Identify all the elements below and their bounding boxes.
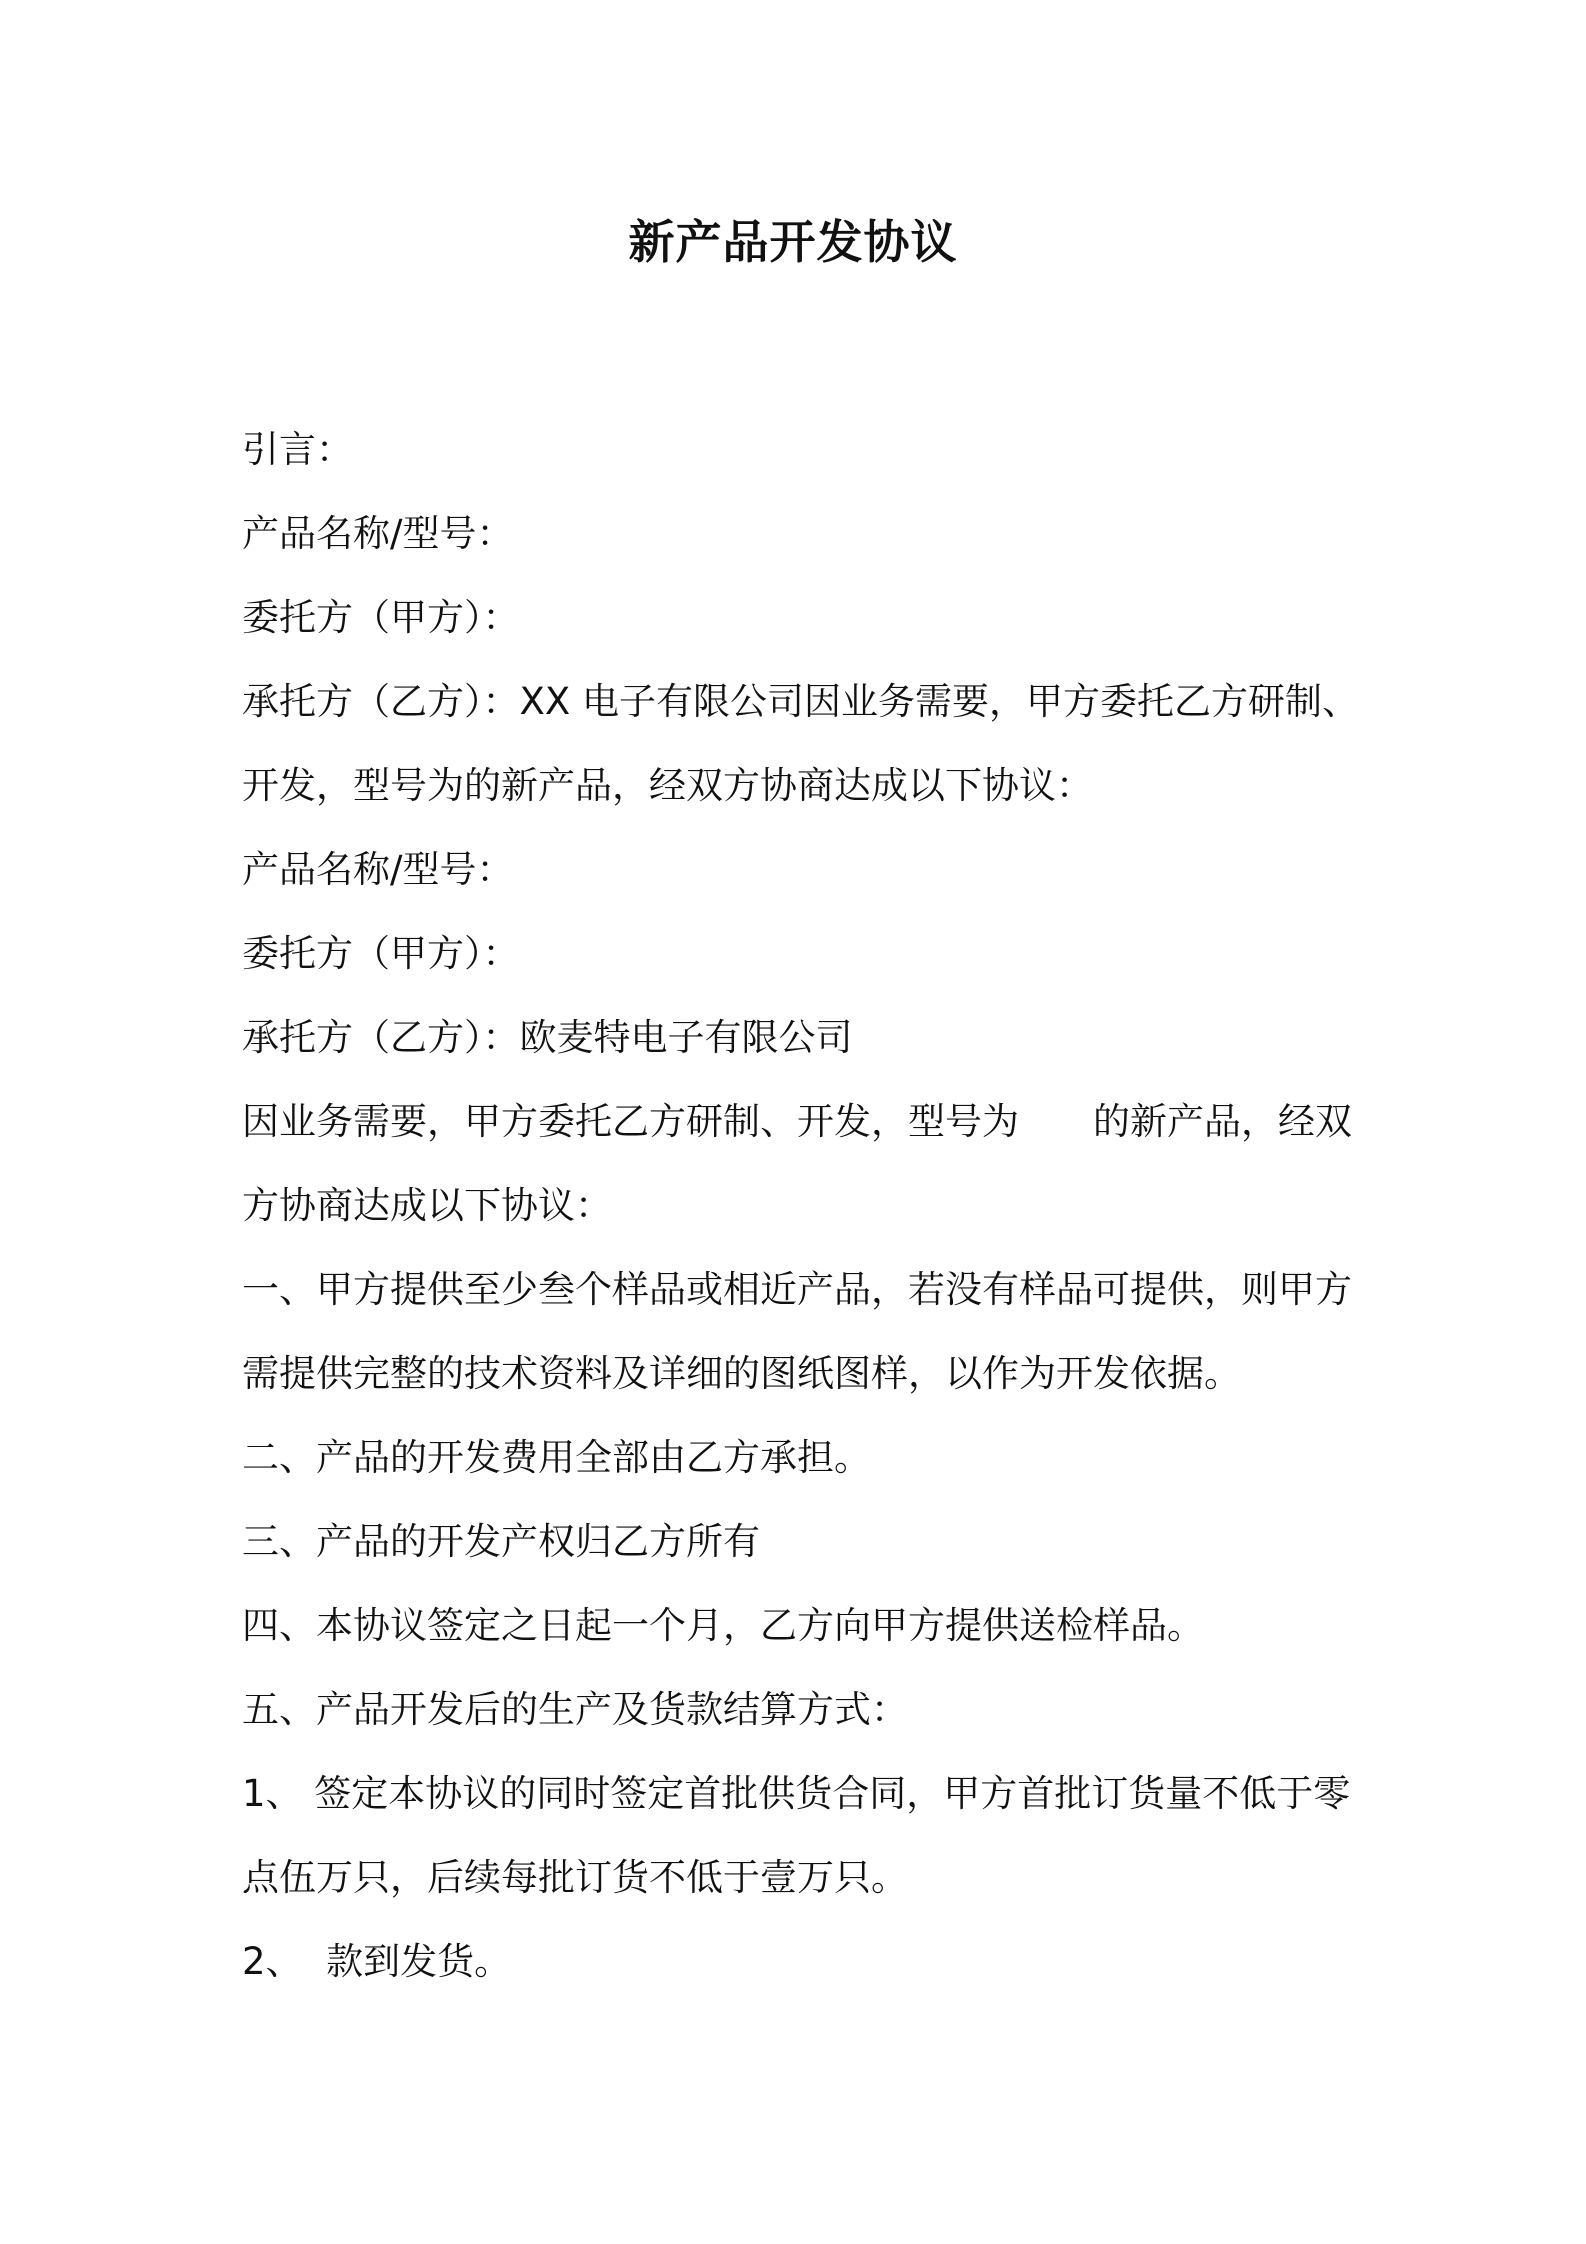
clause-5-line: 五、产品开发后的生产及货款结算方式：: [242, 1688, 908, 1731]
party-b-line-continued: 开发，型号为的新产品，经双方协商达成以下协议：: [242, 764, 1093, 807]
clause-3-line: 三、产品的开发产权归乙方所有: [242, 1520, 760, 1563]
party-a-line: 委托方（甲方）：: [242, 596, 520, 639]
clause-1-line: 一、甲方提供至少叁个样品或相近产品，若没有样品可提供，则甲方: [242, 1268, 1352, 1311]
preamble-line: 因业务需要，甲方委托乙方研制、开发，型号为 的新产品，经双: [242, 1100, 1352, 1143]
subclause-1-line-continued: 点伍万只，后续每批订货不低于壹万只。: [242, 1856, 908, 1899]
product-name-line-2: 产品名称/型号：: [242, 848, 514, 891]
party-a-line-2: 委托方（甲方）：: [242, 932, 520, 975]
intro-heading: 引言：: [242, 428, 353, 471]
document-body: [242, 408, 1362, 2004]
clause-2-line: 二、产品的开发费用全部由乙方承担。: [242, 1436, 871, 1479]
party-b-line: 承托方（乙方）：XX 电子有限公司因业务需要，甲方委托乙方研制、: [242, 680, 1359, 723]
document-title: 新产品开发协议: [628, 215, 958, 269]
preamble-line-continued: 方协商达成以下协议：: [242, 1184, 612, 1227]
product-name-line: 产品名称/型号：: [242, 512, 514, 555]
subclause-2-line: 2、 款到发货。: [242, 1940, 512, 1983]
party-b-line-2: 承托方（乙方）：欧麦特电子有限公司: [242, 1016, 853, 1059]
clause-1-line-continued: 需提供完整的技术资料及详细的图纸图样，以作为开发依据。: [242, 1352, 1241, 1395]
clause-4-line: 四、本协议签定之日起一个月，乙方向甲方提供送检样品。: [242, 1604, 1204, 1647]
subclause-1-line: 1、 签定本协议的同时签定首批供货合同，甲方首批订货量不低于零: [242, 1772, 1351, 1815]
